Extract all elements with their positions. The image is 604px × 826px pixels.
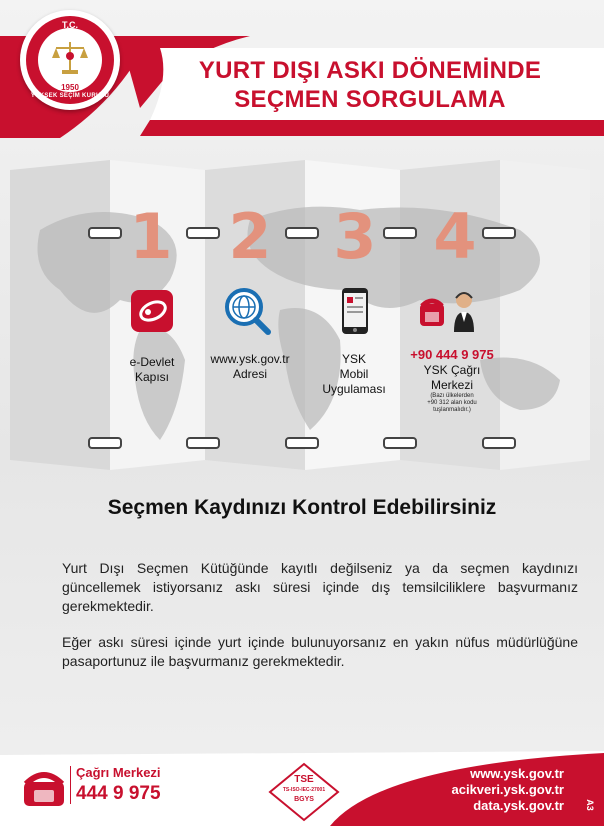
seal-top-text: T.C. (61, 20, 78, 30)
step-4-label: YSK Çağrı Merkezi (423, 363, 481, 392)
step-number-1: 1 (129, 200, 173, 273)
paragraph-2: Eğer askı süresi içinde yurt içinde bulunuyorsanız en yakın nüfus müdürlüğüne pasaportunuz ile başvurmanız gerekmektedir. (62, 634, 578, 669)
binder-ring (186, 227, 220, 239)
binder-ring (88, 437, 122, 449)
binder-ring (482, 227, 516, 239)
mobile-app-icon (342, 288, 368, 334)
binder-ring (383, 437, 417, 449)
tse-certification-badge (268, 762, 340, 822)
seal-year: 1950 (61, 83, 79, 92)
tse-top: TSE (294, 774, 314, 785)
binder-ring (285, 227, 319, 239)
tse-bottom: BGYS (294, 796, 314, 803)
page-title (160, 56, 580, 114)
footer-phone-icon (22, 770, 66, 808)
e-devlet-icon (131, 290, 173, 332)
step-1-label: e-Devlet Kapısı (129, 355, 175, 384)
page-code: A3 (585, 799, 596, 811)
footer-call-number: 444 9 975 (76, 783, 161, 804)
binder-ring (88, 227, 122, 239)
seal-bottom-text: YÜKSEK SEÇİM KURULU (30, 93, 110, 99)
step-2-label: www.ysk.gov.tr Adresi (210, 352, 290, 381)
section-subtitle: Seçmen Kaydınızı Kontrol Edebilirsiniz (107, 496, 497, 519)
binder-ring (186, 437, 220, 449)
title-line-1: YURT DIŞI ASKI DÖNEMİNDE (198, 57, 542, 84)
step-3-label: YSK Mobil Uygulaması (322, 352, 386, 396)
scales-icon (50, 38, 90, 78)
binder-ring (482, 437, 516, 449)
binder-ring (383, 227, 417, 239)
step-number-3: 3 (333, 200, 377, 273)
step-4-note: (Bazı ülkelerden +90 312 alan kodu tuşlanmalıdır.) (427, 393, 477, 413)
step-number-4: 4 (433, 200, 477, 273)
tse-middle: TS-ISO-IEC-27001 (282, 787, 326, 793)
ysk-seal-logo (20, 10, 120, 110)
footer-divider (70, 766, 71, 804)
footer-call-label: Çağrı Merkezi (76, 765, 161, 780)
title-line-2: SEÇMEN SORGULAMA (234, 86, 506, 113)
footer-link-data[interactable]: data.ysk.gov.tr (473, 798, 564, 813)
binder-ring (285, 437, 319, 449)
call-center-icon (418, 288, 480, 332)
folded-world-map (0, 140, 604, 485)
paragraph-1: Yurt Dışı Seçmen Kütüğünde kayıtlı değilseniz ya da seçmen kaydınızı güncellemek istiyorsanız askı süresi içinde dış temsilciliklere başvurmanız gerekmektedir. (62, 560, 578, 614)
footer-link-ysk[interactable]: www.ysk.gov.tr (470, 766, 564, 781)
footer-link-acikveri[interactable]: acikveri.ysk.gov.tr (451, 782, 564, 797)
call-center-phone: +90 444 9 975 (410, 347, 494, 362)
globe-search-icon (222, 287, 274, 335)
step-number-2: 2 (228, 200, 272, 273)
